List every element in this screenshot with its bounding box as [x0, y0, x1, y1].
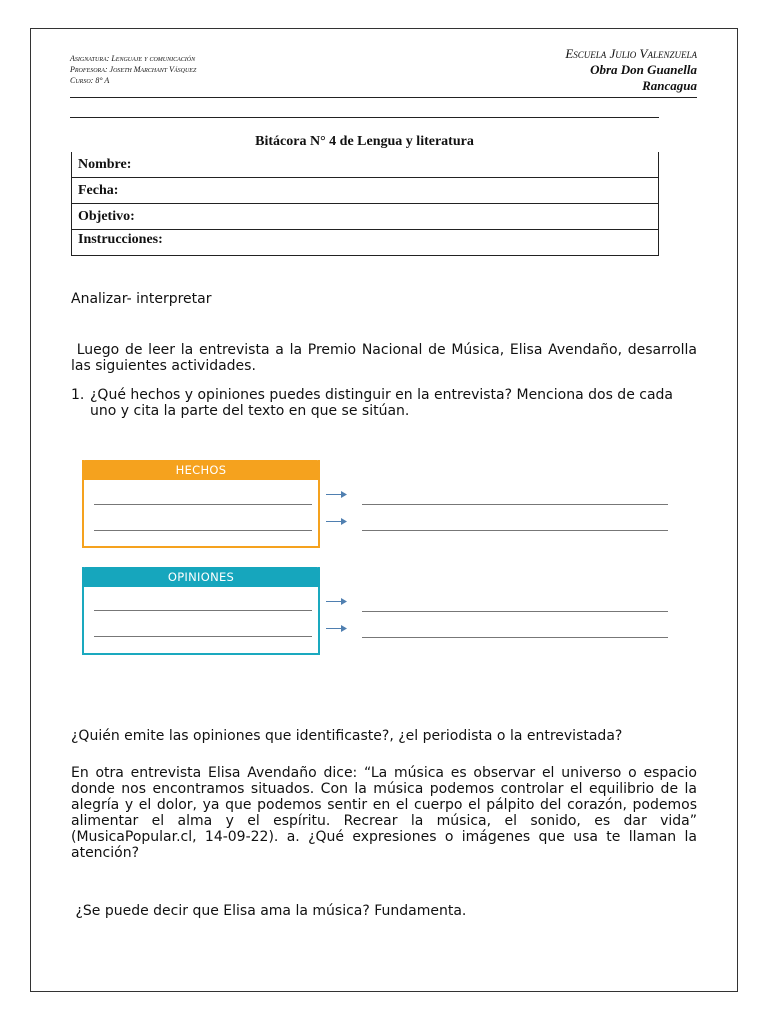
arrow-right-icon [326, 624, 348, 633]
subject-line: Asignatura: Lenguaje y comunicación [70, 54, 196, 63]
name-field[interactable]: Nombre: [72, 152, 659, 178]
student-info-table [71, 152, 659, 256]
opinions-answer-line[interactable] [362, 611, 668, 612]
arrow-right-icon [326, 517, 348, 526]
date-field[interactable]: Fecha: [72, 178, 659, 204]
form-top-divider [70, 117, 659, 118]
course-line: Curso: 8° A [70, 76, 110, 85]
opinions-box [82, 567, 320, 655]
header-school-info [565, 46, 697, 94]
question-2: ¿Quién emite las opiniones que identificaste?, ¿el periodista o la entrevistada? [71, 728, 623, 744]
city-name: Rancagua [642, 78, 697, 93]
table-row [72, 230, 659, 256]
facts-answer-line[interactable] [362, 504, 668, 505]
opinions-write-line[interactable] [94, 610, 312, 611]
question-number: 1. [71, 387, 85, 403]
question-1 [71, 387, 697, 419]
school-name: Escuela Julio Valenzuela [565, 46, 697, 61]
objective-field[interactable]: Objetivo: [72, 204, 659, 230]
facts-answer-line[interactable] [362, 530, 668, 531]
header-course-info [70, 53, 196, 86]
form-title: Bitácora N° 4 de Lengua y literatura [255, 134, 474, 149]
table-row [72, 152, 659, 178]
arrow-right-icon [326, 597, 348, 606]
question-text: ¿Qué hechos y opiniones puedes distinguir en la entrevista? Menciona dos de cada uno y cita la parte del texto en que se sitúan. [90, 387, 674, 419]
table-row [72, 178, 659, 204]
teacher-line: Profesora: Joseth Marchant Vásquez [70, 65, 197, 74]
intro-text: Luego de leer la entrevista a la Premio Nacional de Música, Elisa Avendaño, desarrolla las siguientes actividades. [71, 342, 702, 374]
header-divider [70, 97, 697, 98]
facts-header: HECHOS [82, 460, 320, 480]
question-3: En otra entrevista Elisa Avendaño dice: “La música es observar el universo o espacio donde nos encontramos situados. Con la música podemos controlar el equilibrio de la alegría y el dolor, ya que podemos sentir en el cuerpo el pálpito del corazón, podemos alimentar el alma y el espíritu. Recrear la música, el sonido, es dar vida” (MusicaPopular.cl, 14-09-22). a. ¿Qué expresiones o imágenes que usa te llaman la atención? [71, 765, 697, 861]
instructions-field[interactable]: Instrucciones: [72, 230, 659, 256]
skill-heading: Analizar- interpretar [71, 291, 212, 307]
opinions-answer-line[interactable] [362, 637, 668, 638]
institution-name: Obra Don Guanella [590, 62, 697, 77]
table-row [72, 204, 659, 230]
facts-write-line[interactable] [94, 504, 312, 505]
arrow-right-icon [326, 490, 348, 499]
facts-box [82, 460, 320, 548]
facts-write-line[interactable] [94, 530, 312, 531]
opinions-header: OPINIONES [82, 567, 320, 587]
question-4: ¿Se puede decir que Elisa ama la música? Fundamenta. [71, 903, 467, 919]
opinions-write-line[interactable] [94, 636, 312, 637]
